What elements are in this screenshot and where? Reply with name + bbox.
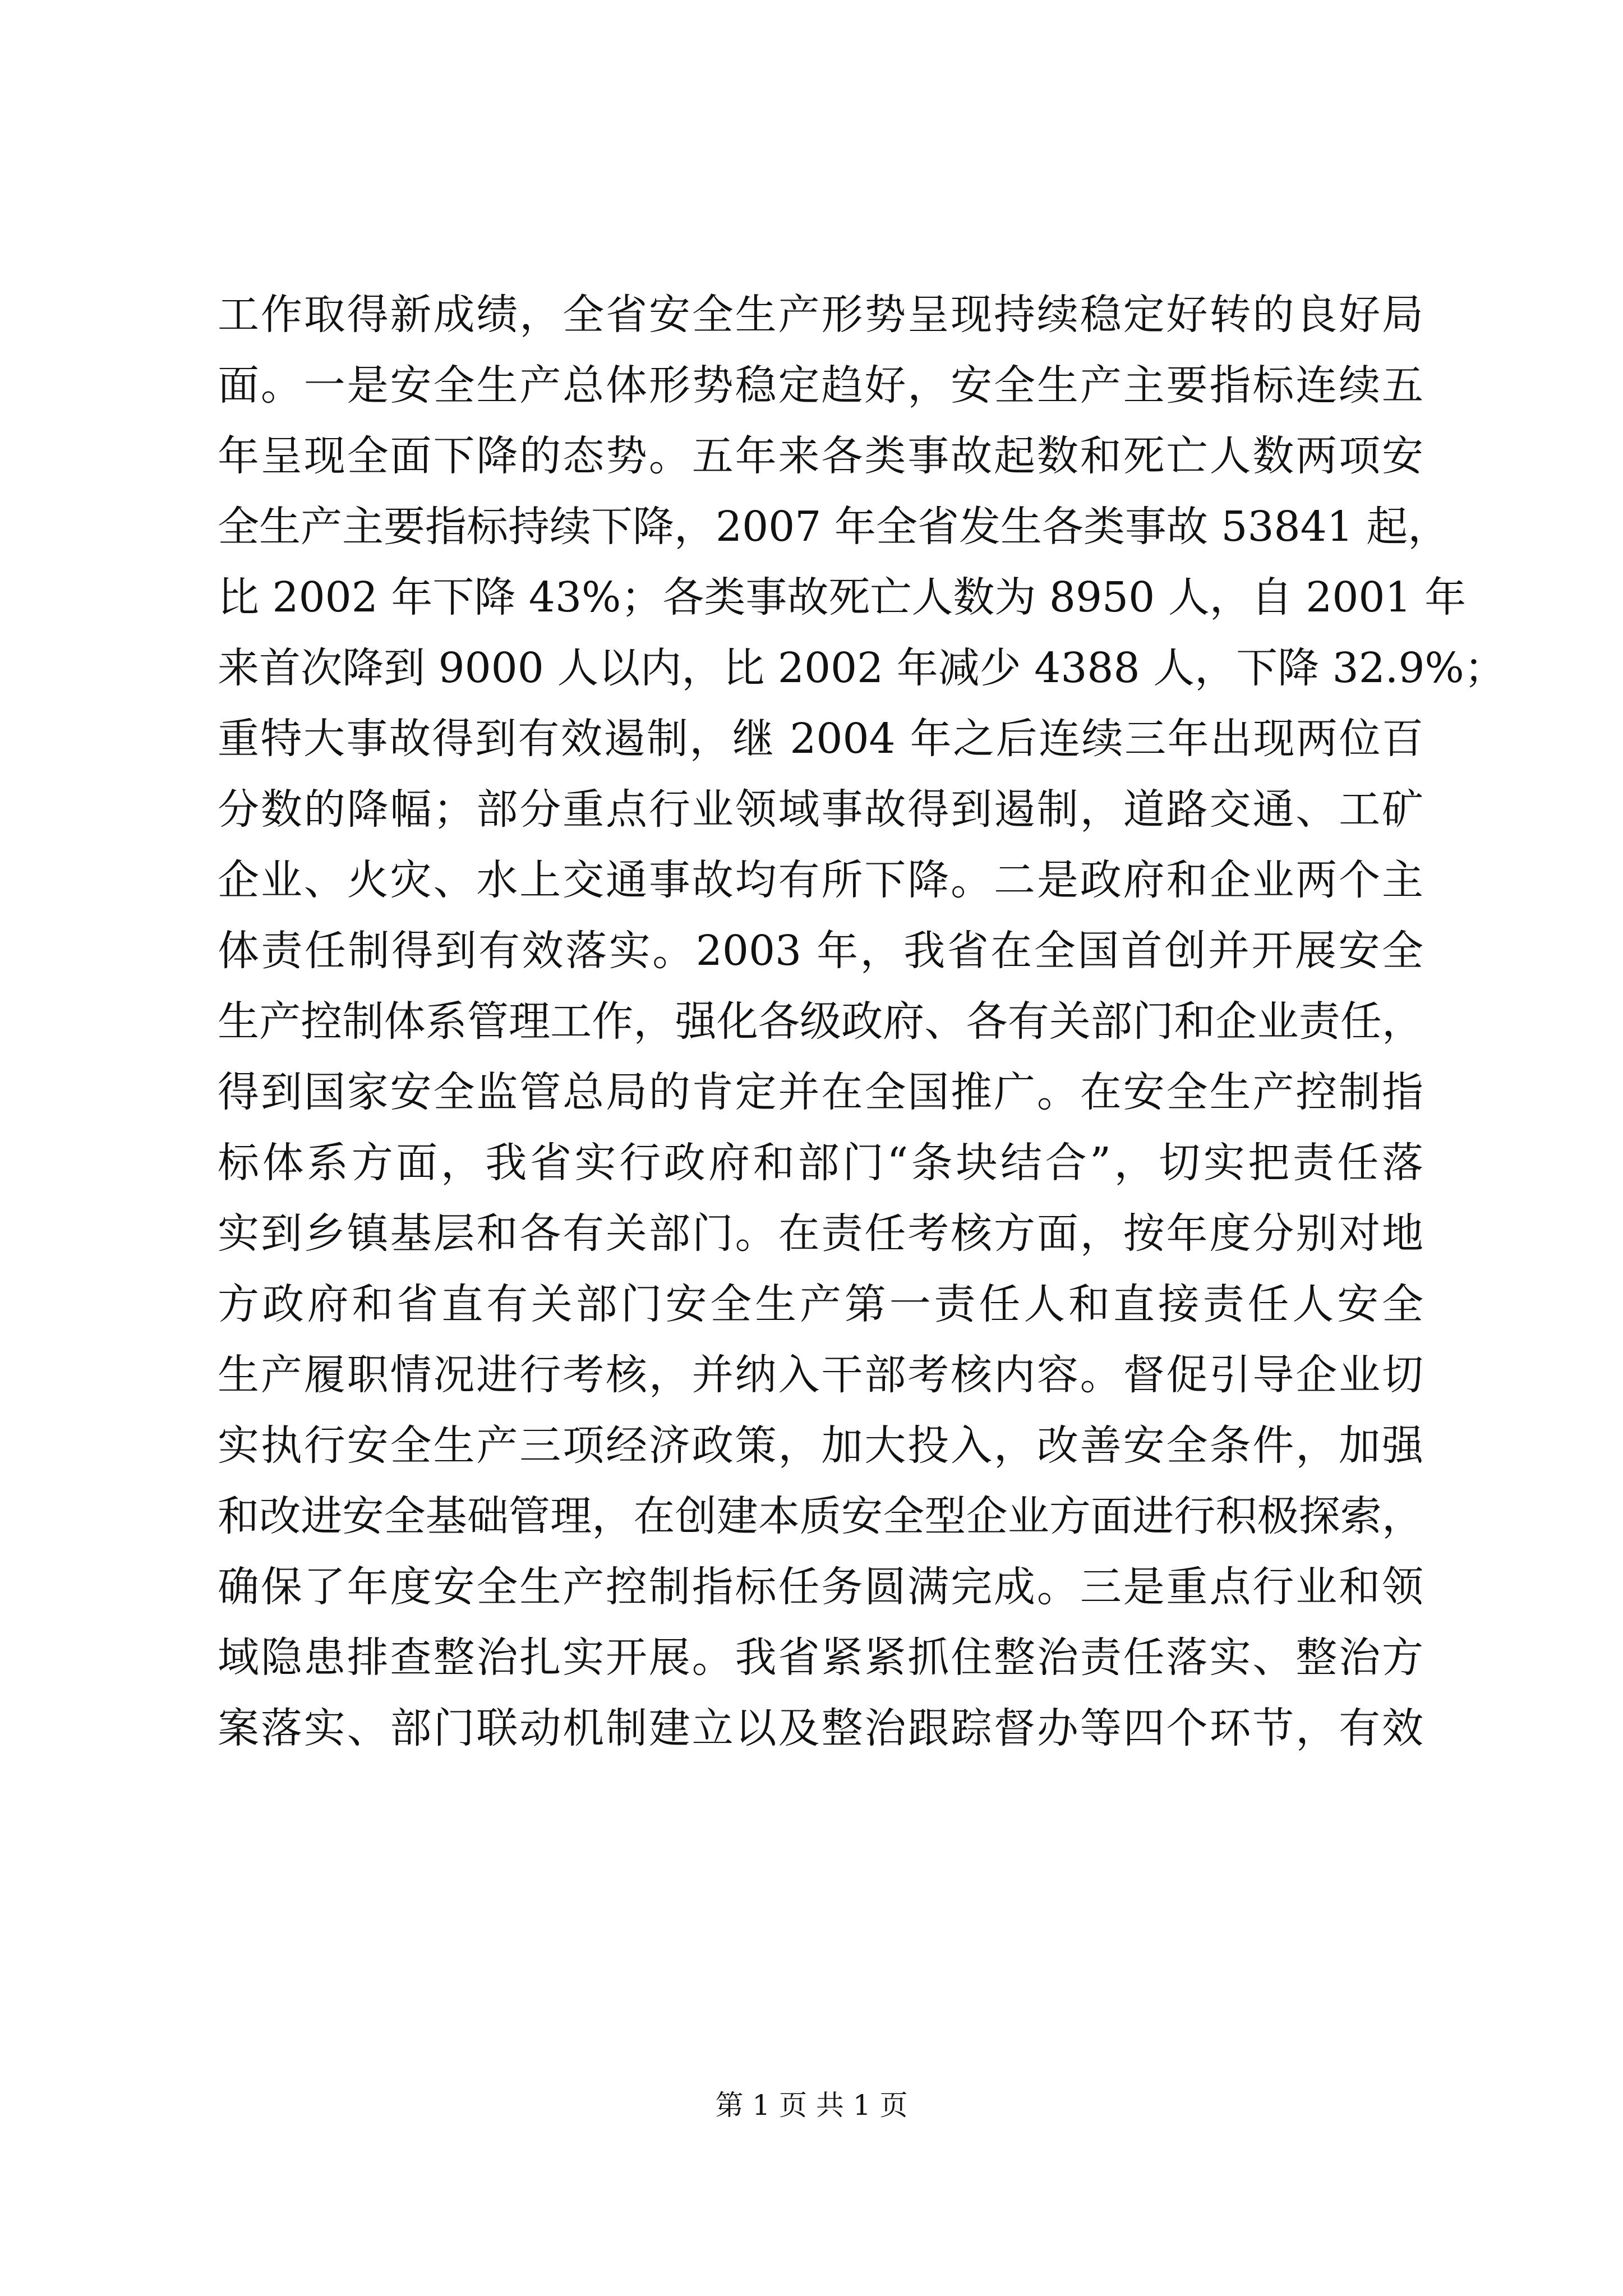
- text-line-10: 体责任制得到有效落实。2003 年，我省在全国首创并开展安全: [218, 927, 1423, 975]
- page-number-label: 第 1 页 共 1 页: [715, 2089, 908, 2122]
- text-line-8: 分数的降幅；部分重点行业领域事故得到遏制，道路交通、工矿: [218, 785, 1423, 834]
- text-line-19: 确保了年度安全生产控制指标任务圆满完成。三是重点行业和领: [218, 1563, 1423, 1611]
- text-line-21: 案落实、部门联动机制建立以及整治跟踪督办等四个环节，有效: [218, 1704, 1423, 1752]
- text-line-1: 工作取得新成绩，全省安全生产形势呈现持续稳定好转的良好局: [218, 291, 1423, 339]
- text-line-13: 标体系方面，我省实行政府和部门“条块结合”，切实把责任落: [218, 1139, 1423, 1187]
- text-line-16: 生产履职情况进行考核，并纳入干部考核内容。督促引导企业切: [218, 1351, 1423, 1399]
- body-paragraph: [218, 279, 1506, 1764]
- text-line-17: 实执行安全生产三项经济政策，加大投入，改善安全条件，加强: [218, 1421, 1423, 1470]
- text-line-2: 面。一是安全生产总体形势稳定趋好，安全生产主要指标连续五: [218, 361, 1423, 409]
- text-line-14: 实到乡镇基层和各有关部门。在责任考核方面，按年度分别对地: [218, 1209, 1423, 1258]
- text-line-3: 年呈现全面下降的态势。五年来各类事故起数和死亡人数两项安: [218, 432, 1423, 480]
- text-line-6: 来首次降到 9000 人以内，比 2002 年减少 4388 人，下降 32.9%；: [218, 644, 1506, 692]
- text-line-5: 比 2002 年下降 43%；各类事故死亡人数为 8950 人，自 2001 年: [218, 573, 1467, 622]
- text-line-9: 企业、火灾、水上交通事故均有所下降。二是政府和企业两个主: [218, 856, 1423, 904]
- text-line-20: 域隐患排查整治扎实开展。我省紧紧抓住整治责任落实、整治方: [218, 1634, 1423, 1682]
- text-line-4: 全生产主要指标持续下降，2007 年全省发生各类事故 53841 起，: [218, 503, 1450, 551]
- text-line-15: 方政府和省直有关部门安全生产第一责任人和直接责任人安全: [218, 1280, 1423, 1328]
- text-line-11: 生产控制体系管理工作，强化各级政府、各有关部门和企业责任，: [218, 997, 1423, 1046]
- text-line-18: 和改进安全基础管理，在创建本质安全型企业方面进行积极探索，: [218, 1492, 1423, 1540]
- text-line-12: 得到国家安全监管总局的肯定并在全国推广。在安全生产控制指: [218, 1068, 1423, 1116]
- text-line-7: 重特大事故得到有效遏制，继 2004 年之后连续三年出现两位百: [218, 715, 1423, 763]
- page-footer: [0, 2086, 1623, 2125]
